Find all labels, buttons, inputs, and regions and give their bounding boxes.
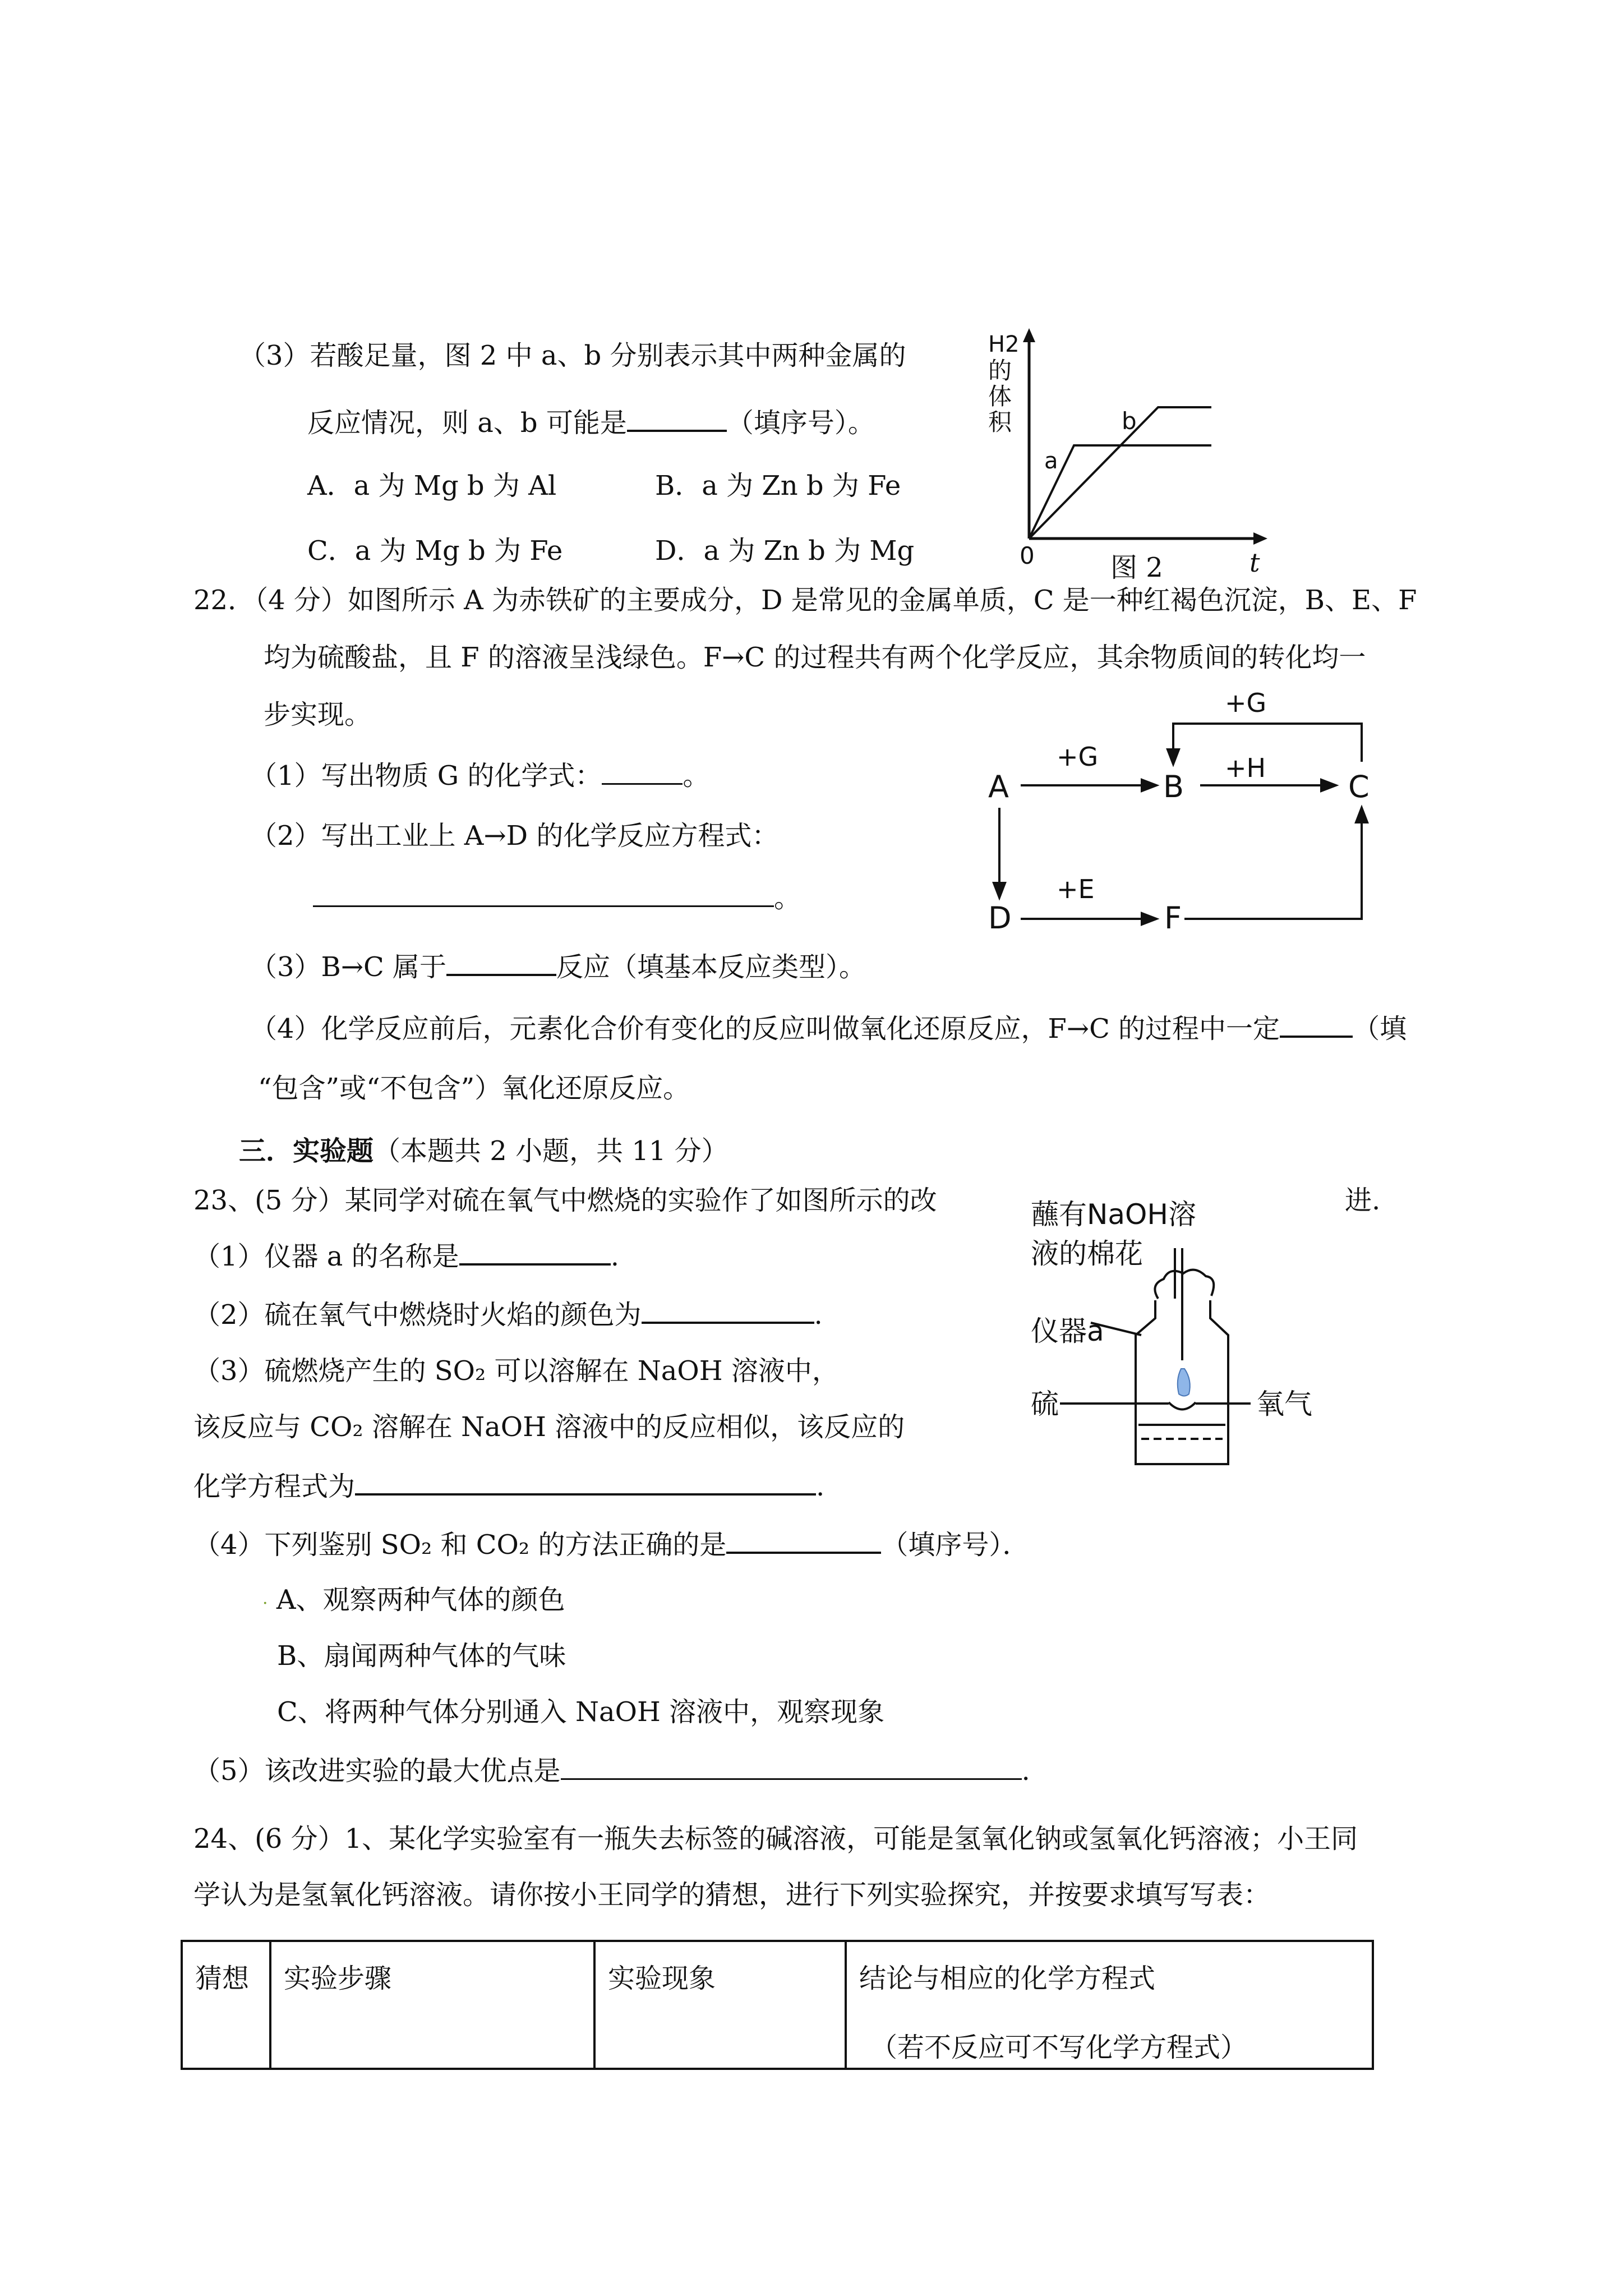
q24-line1: 24、(6 分）1、某化学实验室有一瓶失去标签的碱溶液，可能是氢氧化钠或氢氧化钙溶液；小王同: [193, 1823, 1358, 1855]
q23-sub2: （2）硫在氧气中燃烧时火焰的颜色为 .: [193, 1299, 823, 1331]
q22-line1: 22．（4 分）如图所示 A 为赤铁矿的主要成分，D 是常见的金属单质，C 是一种红褐色沉淀，B、E、F: [193, 585, 1417, 616]
q23-line1-tail: 进.: [1345, 1185, 1381, 1216]
th-guess: 猜想: [182, 1941, 270, 2069]
th-phenomenon: 实验现象: [594, 1941, 846, 2069]
graph-y-label-2: 体: [988, 383, 1012, 410]
q23-sub1: （1）仪器 a 的名称是 .: [193, 1241, 619, 1272]
combustion-spoon: [1169, 1402, 1196, 1410]
node-a: A: [988, 769, 1009, 804]
node-d: D: [988, 900, 1012, 936]
q22-sub2-answer: 。: [313, 883, 801, 912]
fig-label-oxygen: 氧气: [1256, 1388, 1312, 1420]
q22-g-formula-blank[interactable]: [602, 761, 683, 785]
th-steps: 实验步骤: [270, 1941, 594, 2069]
node-f: F: [1164, 900, 1182, 936]
label-plus-g-top: +G: [1225, 688, 1267, 718]
q21-option-b: B．a 为 Zn b 为 Fe: [655, 470, 901, 501]
graph-y-label-3: 积: [988, 408, 1012, 436]
q23-opt-a: · A、观察两种气体的颜色: [262, 1584, 565, 1616]
q22-equation-blank[interactable]: [313, 883, 774, 907]
q23-line1: 23、(5 分）某同学对硫在氧气中燃烧的实验作了如图所示的改: [193, 1185, 937, 1216]
q23-opt-b: B、扇闻两种气体的气味: [277, 1640, 566, 1672]
q23-instrument-blank[interactable]: [459, 1241, 611, 1266]
q23-advantage-blank[interactable]: [561, 1756, 1022, 1780]
q23-sub5: （5）该改进实验的最大优点是 .: [193, 1755, 1030, 1787]
arrow-c-b-head: [1168, 749, 1179, 764]
graph-y-label-h2: H2: [988, 332, 1020, 357]
label-plus-g: +G: [1057, 742, 1099, 772]
fig-label-cotton-1: 蘸有NaOH溶: [1031, 1198, 1196, 1231]
q24-line2: 学认为是氢氧化钙溶液。请你按小王同学的猜想，进行下列实验探究，并按要求填写写表：: [193, 1879, 1271, 1911]
q22-sub2: （2）写出工业上 A→D 的化学反应方程式：: [250, 820, 779, 852]
arrow-a-d-head: [994, 883, 1005, 898]
q22-line3: 步实现。: [264, 699, 372, 730]
q21-option-d: D．a 为 Zn b 为 Mg: [655, 535, 915, 567]
q21-answer-blank[interactable]: [627, 407, 727, 432]
node-b: B: [1163, 769, 1184, 804]
q23-sub3-line2: 该反应与 CO₂ 溶解在 NaOH 溶液中的反应相似，该反应的: [193, 1411, 905, 1443]
q23-equation-blank[interactable]: [355, 1471, 816, 1496]
q22-reaction-type-blank[interactable]: [446, 951, 556, 976]
graph-origin: 0: [1020, 542, 1035, 569]
table-header-row: [182, 1941, 1373, 2069]
label-plus-h: +H: [1225, 753, 1266, 783]
q22-sub4-line1: （4）化学反应前后，元素化合价有变化的反应叫做氧化还原反应，F→C 的过程中一定 （填: [250, 1013, 1407, 1045]
q21-part3-line1: （3）若酸足量，图 2 中 a、b 分别表示其中两种金属的: [239, 340, 906, 371]
graph-x-arrow: [1253, 532, 1267, 545]
th-conclusion: [846, 1941, 1373, 2069]
node-c: C: [1348, 769, 1370, 804]
fig-label-instrument: 仪器a: [1031, 1315, 1104, 1347]
q23-opt-c: C、将两种气体分别通入 NaOH 溶液中，观察现象: [277, 1696, 885, 1728]
th-conclusion-note: （若不反应可不写化学方程式）: [870, 2032, 1248, 2063]
arrow-c-b: [1173, 724, 1362, 762]
graph-y-arrow: [1023, 328, 1035, 342]
section3-heading: 三．实验题（本题共 2 小题，共 11 分）: [239, 1135, 728, 1167]
q22-sub1: （1）写出物质 G 的化学式： 。: [250, 760, 710, 792]
cotton-outline: [1155, 1270, 1214, 1299]
q22-sub3: （3）B→C 属于 反应（填基本反应类型）。: [250, 951, 866, 983]
q21-option-a: A．a 为 Mg b 为 Al: [307, 470, 557, 501]
q22-line2: 均为硫酸盐，且 F 的溶液呈浅绿色。F→C 的过程共有两个化学反应，其余物质间的转化均一: [264, 642, 1366, 673]
q23-flame-color-blank[interactable]: [642, 1299, 814, 1324]
q21-option-c: C．a 为 Mg b 为 Fe: [307, 535, 563, 567]
th-conclusion-title: 结论与相应的化学方程式: [859, 1963, 1156, 1994]
q22-include-blank[interactable]: [1280, 1013, 1353, 1038]
graph-label-b: b: [1122, 407, 1137, 435]
arrow-b-c-head: [1321, 780, 1336, 791]
graph-x-label: t: [1249, 547, 1260, 578]
q21-part3-line2: 反应情况，则 a、b 可能是 （填序号）。: [307, 407, 875, 439]
label-plus-e: +E: [1057, 874, 1095, 904]
arrow-f-c: [1184, 819, 1362, 919]
fig-label-cotton-2: 液的棉花: [1031, 1237, 1143, 1270]
q23-sub3-line1: （3）硫燃烧产生的 SO₂ 可以溶解在 NaOH 溶液中，: [193, 1355, 839, 1387]
q22-sub4-line2: “包含”或“不包含”）氧化还原反应。: [258, 1073, 690, 1104]
arrow-a-b-head: [1142, 780, 1156, 791]
q23-method-blank[interactable]: [726, 1529, 881, 1554]
q23-sub4: （4）下列鉴别 SO₂ 和 CO₂ 的方法正确的是 （填序号）．: [193, 1529, 1030, 1561]
arrow-f-c-head: [1356, 808, 1367, 822]
graph-caption: 图 2: [1110, 552, 1163, 583]
q23-sub3-line3: 化学方程式为 .: [193, 1471, 825, 1502]
flame-icon: [1178, 1369, 1190, 1396]
green-dot-mark: ·: [262, 1594, 268, 1613]
q24-experiment-table: [181, 1940, 1374, 2070]
q22-flow-diagram: [976, 696, 1391, 920]
fig-label-sulfur: 硫: [1031, 1388, 1059, 1420]
arrow-d-f-head: [1142, 913, 1156, 924]
graph-label-a: a: [1044, 448, 1058, 474]
graph-y-label-1: 的: [988, 357, 1012, 384]
